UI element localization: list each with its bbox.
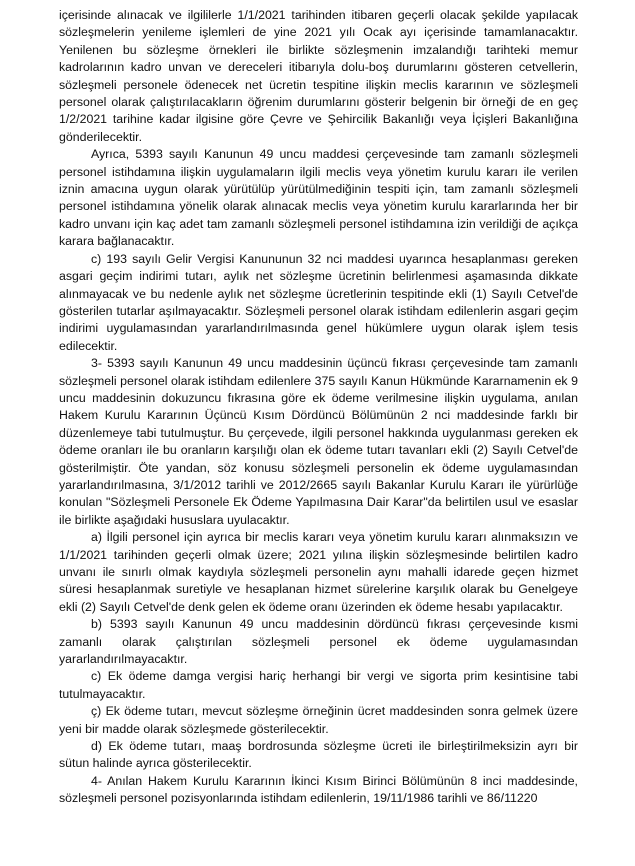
- paragraph-item-c-2: c) Ek ödeme damga vergisi hariç herhangi bir vergi ve sigorta prim kesintisine tabi tutulmayacaktır.: [59, 669, 578, 701]
- paragraph-ayrica: Ayrıca, 5393 sayılı Kanunun 49 uncu maddesi çerçevesinde tam zamanlı sözleşmeli personel istihdamına ilişkin uygulamaların ilgili meclis veya yönetim kurulu kararı ile verilen iznin amacına uygun olarak yürütülüp yürütülmediğinin tespiti için, tam zamanlı sözleşmeli personel istihdamına yönelik olarak alınacak meclis veya yönetim kurulu kararlarında her bir kadro unvanı için kaç adet tam zamanlı sözleşmeli personel istihdamına izin verildiği de açıkça karara bağlanacaktır.: [59, 147, 578, 249]
- paragraph-continuation: içerisinde alınacak ve ilgililerle 1/1/2021 tarihinden itibaren geçerli olacak şekilde yapılacak sözleşmelerin yenileme işlemleri de yine 2021 yılı Ocak ayı içerisinde tamamlanacaktır. Yenilenen bu sözleşme örnekleri ile birlikte sözleşmenin imzalandığı tarihteki memur kadrolarının kadro unvan ve dereceleri itibarıyla dolu-boş durumlarını gösteren cetvellerin, sözleşmeli personele ödenecek net ücretin tespitine ilişkin meclis kararının ve sözleşmeli personel olarak çalıştırılacakların öğrenim durumlarını gösterir belgenin bir örneği de en geç 1/2/2021 tarihine kadar ilgisine göre Çevre ve Şehircilik Bakanlığı veya İçişleri Bakanlığına gönderilecektir.: [59, 8, 578, 144]
- paragraph-item-cc: ç) Ek ödeme tutarı, mevcut sözleşme örneğinin ücret maddesinden sonra gelmek üzere yeni bir madde olarak sözleşmede gösterilecektir.: [59, 704, 578, 736]
- paragraph-item-b: b) 5393 sayılı Kanunun 49 uncu maddesinin dördüncü fıkrası çerçevesinde kısmi zamanlı olarak çalıştırılan sözleşmeli personel ek ödeme uygulamasından yararlandırılmayacaktır.: [59, 617, 578, 667]
- paragraph-article-4: 4- Anılan Hakem Kurulu Kararının İkinci Kısım Birinci Bölümünün 8 inci maddesinde, sözleşmeli personel pozisyonlarında istihdam edilenlerin, 19/11/1986 tarihli ve 86/11220: [59, 773, 578, 806]
- paragraph-article-3: 3- 5393 sayılı Kanunun 49 uncu maddesinin üçüncü fıkrası çerçevesinde tam zamanlı sözleşmeli personel olarak istihdam edilenlere 375 sayılı Kanun Hükmünde Kararnamenin ek 9 uncu maddesinin dokuzuncu fıkrasına göre ek ödeme verilmesine ilişkin uygulama, anılan Hakem Kurulu Kararının Üçüncü Kısım Dördüncü Bölümünün 2 nci maddesinde farklı bir düzenlemeye tabi tutulmuştur. Bu çerçevede, ilgili personel hakkında uygulanması gereken ek ödeme oranları ile bu oranların karşılığı olan ek ödeme tutarı tavanları ekli (2) Sayılı Cetvel'de gösterilmiştir. Öte yandan, söz konusu sözleşmeli personelin ek ödeme uygulamasından yararlandırılmasına, 3/1/2012 tarihli ve 2012/2665 sayılı Bakanlar Kurulu Kararı ile yürürlüğe konulan "Sözleşmeli Personele Ek Ödeme Yapılmasına Dair Karar"da belirtilen usul ve esaslar ile birlikte aşağıdaki hususlara uyulacaktır.: [59, 356, 578, 527]
- paragraph-item-a: a) İlgili personel için ayrıca bir meclis kararı veya yönetim kurulu kararı alınmaksızın ve 1/1/2021 tarihinden geçerli olmak üzere; 2021 yılına ilişkin sözleşmesinde belirtilen kadro unvanı ile sınırlı olmak kaydıyla sözleşmeli personelin aynı mahalli idarede geçen hizmet süresi hesaplanmak suretiyle ve hesaplanan hizmet sürelerine karşılık olarak bu Genelgeye ekli (2) Sayılı Cetvel'de denk gelen ek ödeme oranı üzerinden ek ödeme hesabı yapılacaktır.: [59, 530, 578, 614]
- paragraph-item-d: d) Ek ödeme tutarı, maaş bordrosunda sözleşme ücreti ile birleştirilmeksizin ayrı bir sütun halinde ayrıca gösterilecektir.: [59, 739, 578, 771]
- paragraph-item-c: c) 193 sayılı Gelir Vergisi Kanununun 32 nci maddesi uyarınca hesaplanması gereken asgari geçim indirimi tutarı, aylık net sözleşme ücretinin belirlenmesi aşamasında dikkate alınmayacak ve bu nedenle aylık net sözleşme ücretlerinin tespitinde ekli (1) Sayılı Cetvel'de gösterilen tutarlar aşılmayacaktır. Sözleşmeli personel olarak istihdam edilenlerin asgari geçim indirimi uygulamasından yararlandırılmasında genel hükümlere uygun olarak işlem tesis edilecektir.: [59, 251, 578, 353]
